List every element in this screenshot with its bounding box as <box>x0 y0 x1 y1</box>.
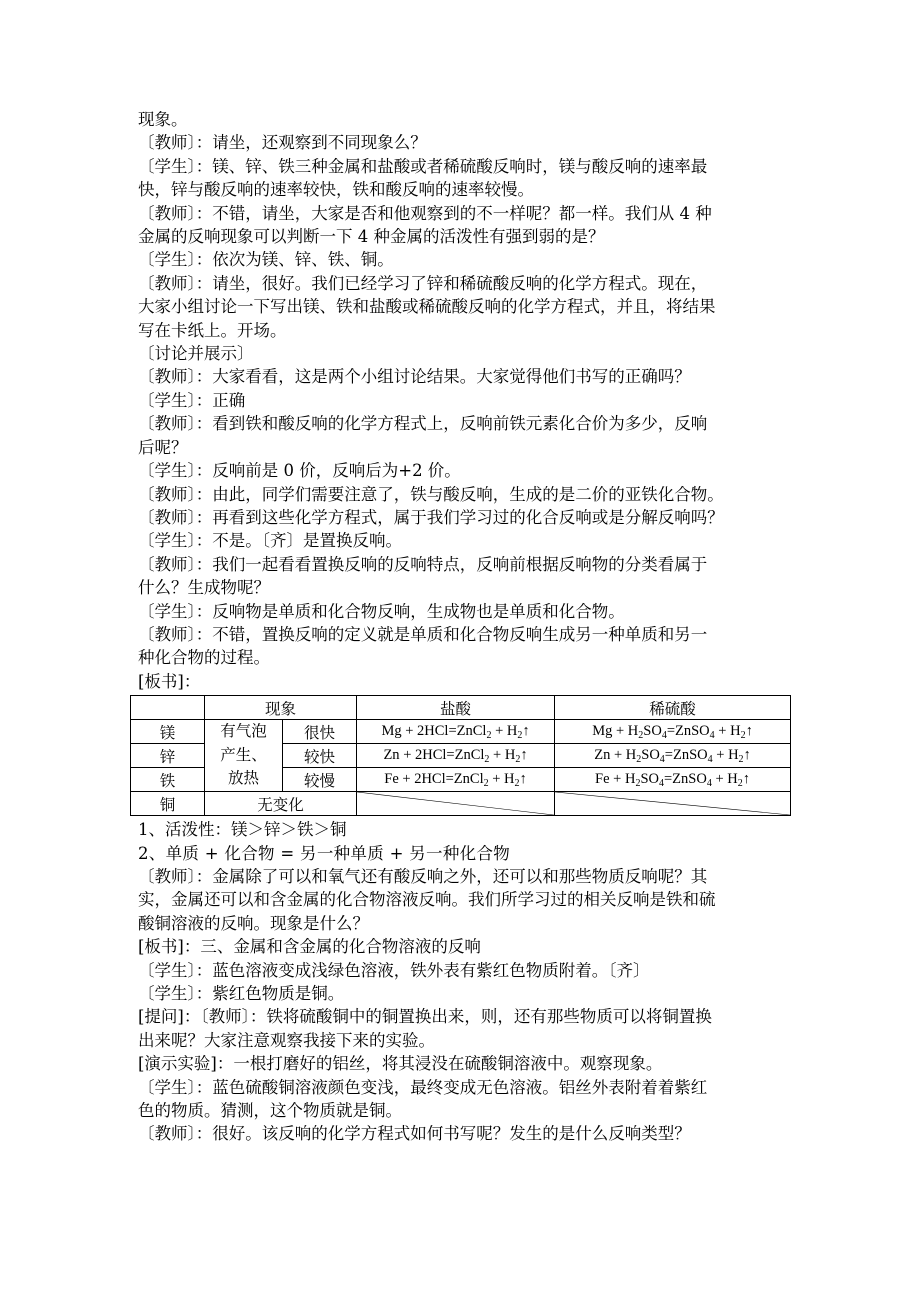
salt-subscript: 2 <box>484 754 490 766</box>
empty-diagonal-cell <box>555 792 791 816</box>
header-phenomenon: 现象 <box>205 696 357 720</box>
salt-subscript: 4 <box>706 778 712 790</box>
text-line: 〔教师〕：看到铁和酸反响的化学方程式上，反响前铁元素化合价为多少，反响 <box>138 414 708 434</box>
text-line: 〔教师〕：由此，同学们需要注意了，铁与酸反响，生成的是二价的亚铁化合物。 <box>138 484 724 504</box>
text-line: 〔学生〕：蓝色溶液变成浅绿色溶液，铁外表有紫红色物质附着。〔齐〕 <box>138 960 650 980</box>
text-line: 种化合物的过程。 <box>138 648 270 668</box>
salt-formula: ZnSO <box>672 771 707 788</box>
metal-symbol: Fe <box>384 771 399 788</box>
text-line: 金属的反响现象可以判断一下 4 种金属的活泼性有强到弱的是？ <box>138 227 605 247</box>
text-line: 〔学生〕：依次为镁、锌、铁、铜。 <box>138 250 394 270</box>
text-line: 〔教师〕：大家看看，这是两个小组讨论结果。大家觉得他们书写的正确吗？ <box>138 367 691 387</box>
phenomenon-cell <box>205 720 283 792</box>
board-label: [板书]： <box>138 671 201 691</box>
text-line: [板书]：三、金属和含金属的化合物溶液的反响 <box>138 937 481 957</box>
text-line: 〔教师〕：请坐，很好。我们已经学习了锌和稀硫酸反响的化学方程式。现在， <box>138 273 708 293</box>
text-line: 〔教师〕：不错，请坐，大家是否和他观察到的不一样呢？都一样。我们从 4 种 <box>138 203 712 223</box>
text-line: 〔教师〕：不错，置换反响的定义就是单质和化合物反响生成另一种单质和另一 <box>138 624 708 644</box>
text-line: 什么？生成物呢？ <box>138 578 270 598</box>
header-dilute-sulfuric-acid: 稀硫酸 <box>555 696 791 720</box>
conclusion-line: 2、单质 + 化合物 = 另一种单质 + 另一种化合物 <box>138 843 511 863</box>
speed-cell: 较快 <box>283 744 357 768</box>
metal-cell: 锌 <box>131 744 205 768</box>
salt-subscript: 4 <box>709 730 715 742</box>
table-corner-cell <box>131 696 205 720</box>
table-row <box>131 720 791 744</box>
phenomenon-line: 产生、 <box>220 745 267 764</box>
text-line: 实，金属还可以和含金属的化合物溶液反响。我们所学习过的相关反响是铁和硫 <box>138 890 716 910</box>
dialogue-after-table <box>138 818 794 1146</box>
text-line: 〔学生〕：反响物是单质和化合物反响，生成物也是单质和化合物。 <box>138 601 625 621</box>
text-line: 〔教师〕：再看到这些化学方程式，属于我们学习过的化合反响或是分解反响吗？ <box>138 507 724 527</box>
text-line: 〔教师〕：请坐，还观察到不同现象么？ <box>138 133 427 153</box>
phenomenon-line: 放热 <box>227 769 259 788</box>
text-line: 色的物质。猜测，这个物质就是铜。 <box>138 1101 402 1121</box>
metal-cell: 镁 <box>131 720 205 744</box>
metal-symbol: Mg <box>592 723 613 740</box>
text-line: 〔学生〕：正确 <box>138 390 246 410</box>
text-line: [演示实验]：一根打磨好的铝丝，将其浸没在硫酸铜溶液中。观察现象。 <box>138 1054 663 1074</box>
text-line: 写在卡纸上。开场。 <box>138 320 287 340</box>
metal-symbol: Zn <box>383 747 400 764</box>
hcl-equation: Mg + 2HCl=ZnCl$_2$ + $H_2↑$ <box>357 720 555 744</box>
metal-cell: 铁 <box>131 768 205 792</box>
dialogue-before-table <box>138 108 794 693</box>
conclusion-line: 1、活泼性：镁＞锌＞铁＞铜 <box>138 820 347 840</box>
text-line: 出来呢？大家注意观察我接下来的实验。 <box>138 1030 435 1050</box>
text-line: 酸铜溶液的反响。现象是什么？ <box>138 913 369 933</box>
text-line: 〔教师〕：很好。该反响的化学方程式如何书写呢？发生的是什么反响类型？ <box>138 1124 691 1144</box>
salt-subscript: 4 <box>707 754 713 766</box>
document-page <box>138 108 794 1146</box>
text-line: 〔学生〕：蓝色硫酸铜溶液颜色变浅，最终变成无色溶液。铝丝外表附着着紫红 <box>138 1077 708 1097</box>
salt-subscript: 2 <box>486 730 492 742</box>
table-row <box>131 792 791 816</box>
diagonal-line <box>357 792 554 815</box>
empty-diagonal-cell <box>357 792 555 816</box>
h2so4-equation: $Fe + H_2SO_4=ZnSO_4$ + $H_2↑$ <box>555 768 791 792</box>
text-line: 后呢？ <box>138 437 188 457</box>
metal-symbol: Zn <box>594 747 611 764</box>
phenomenon-cell: 无变化 <box>205 792 357 816</box>
metal-cell: 铜 <box>131 792 205 816</box>
text-line: 快，锌与酸反响的速率较快，铁和酸反响的速率较慢。 <box>138 180 534 200</box>
speed-cell: 很快 <box>283 720 357 744</box>
hcl-equation: Zn + 2HCl=ZnCl$_2$ + $H_2↑$ <box>357 744 555 768</box>
text-line: 〔学生〕：不是。〔齐〕是置换反响。 <box>138 531 402 551</box>
text-line: 〔讨论并展示〕 <box>138 344 254 364</box>
metal-symbol: Mg <box>381 723 402 740</box>
text-line: [提问]：〔教师〕：铁将硫酸铜中的铜置换出来，则，还有那些物质可以将铜置换 <box>138 1007 712 1027</box>
hcl-equation: Fe + 2HCl=ZnCl$_2$ + $H_2↑$ <box>357 768 555 792</box>
salt-formula: ZnCl <box>453 771 484 788</box>
text-line: 〔学生〕：镁、锌、铁三种金属和盐酸或者稀硫酸反响时，镁与酸反响的速率最 <box>138 156 708 176</box>
salt-formula: ZnCl <box>456 723 487 740</box>
speed-cell: 较慢 <box>283 768 357 792</box>
text-line: 〔学生〕：紫红色物质是铜。 <box>138 984 345 1003</box>
h2so4-equation: $Zn + H_2SO_4=ZnSO_4$ + $H_2↑$ <box>555 744 791 768</box>
header-hydrochloric-acid: 盐酸 <box>357 696 555 720</box>
salt-formula: ZnSO <box>672 747 708 764</box>
table-header-row <box>131 696 791 720</box>
metal-symbol: Fe <box>595 771 610 788</box>
salt-formula: ZnCl <box>454 747 485 764</box>
text-line: 大家小组讨论一下写出镁、铁和盐酸或稀硫酸反响的化学方程式，并且，将结果 <box>138 297 716 317</box>
text-line: 〔学生〕：反响前是 0 价，反响后为+2 价。 <box>138 461 461 481</box>
salt-subscript: 2 <box>483 778 489 790</box>
phenomenon-line: 有气泡 <box>220 722 267 741</box>
text-line: 〔教师〕：金属除了可以和氧气还有酸反响之外，还可以和那些物质反响呢？其 <box>138 866 708 886</box>
text-line: 〔教师〕：我们一起看看置换反响的反响特点，反响前根据反响物的分类看属于 <box>138 554 708 574</box>
h2so4-equation: $Mg + H_2SO_4=ZnSO_4$ + $H_2↑$ <box>555 720 791 744</box>
reaction-table <box>130 695 791 816</box>
text-line: 现象。 <box>138 110 188 129</box>
diagonal-line <box>555 792 790 815</box>
salt-formula: ZnSO <box>675 723 710 740</box>
